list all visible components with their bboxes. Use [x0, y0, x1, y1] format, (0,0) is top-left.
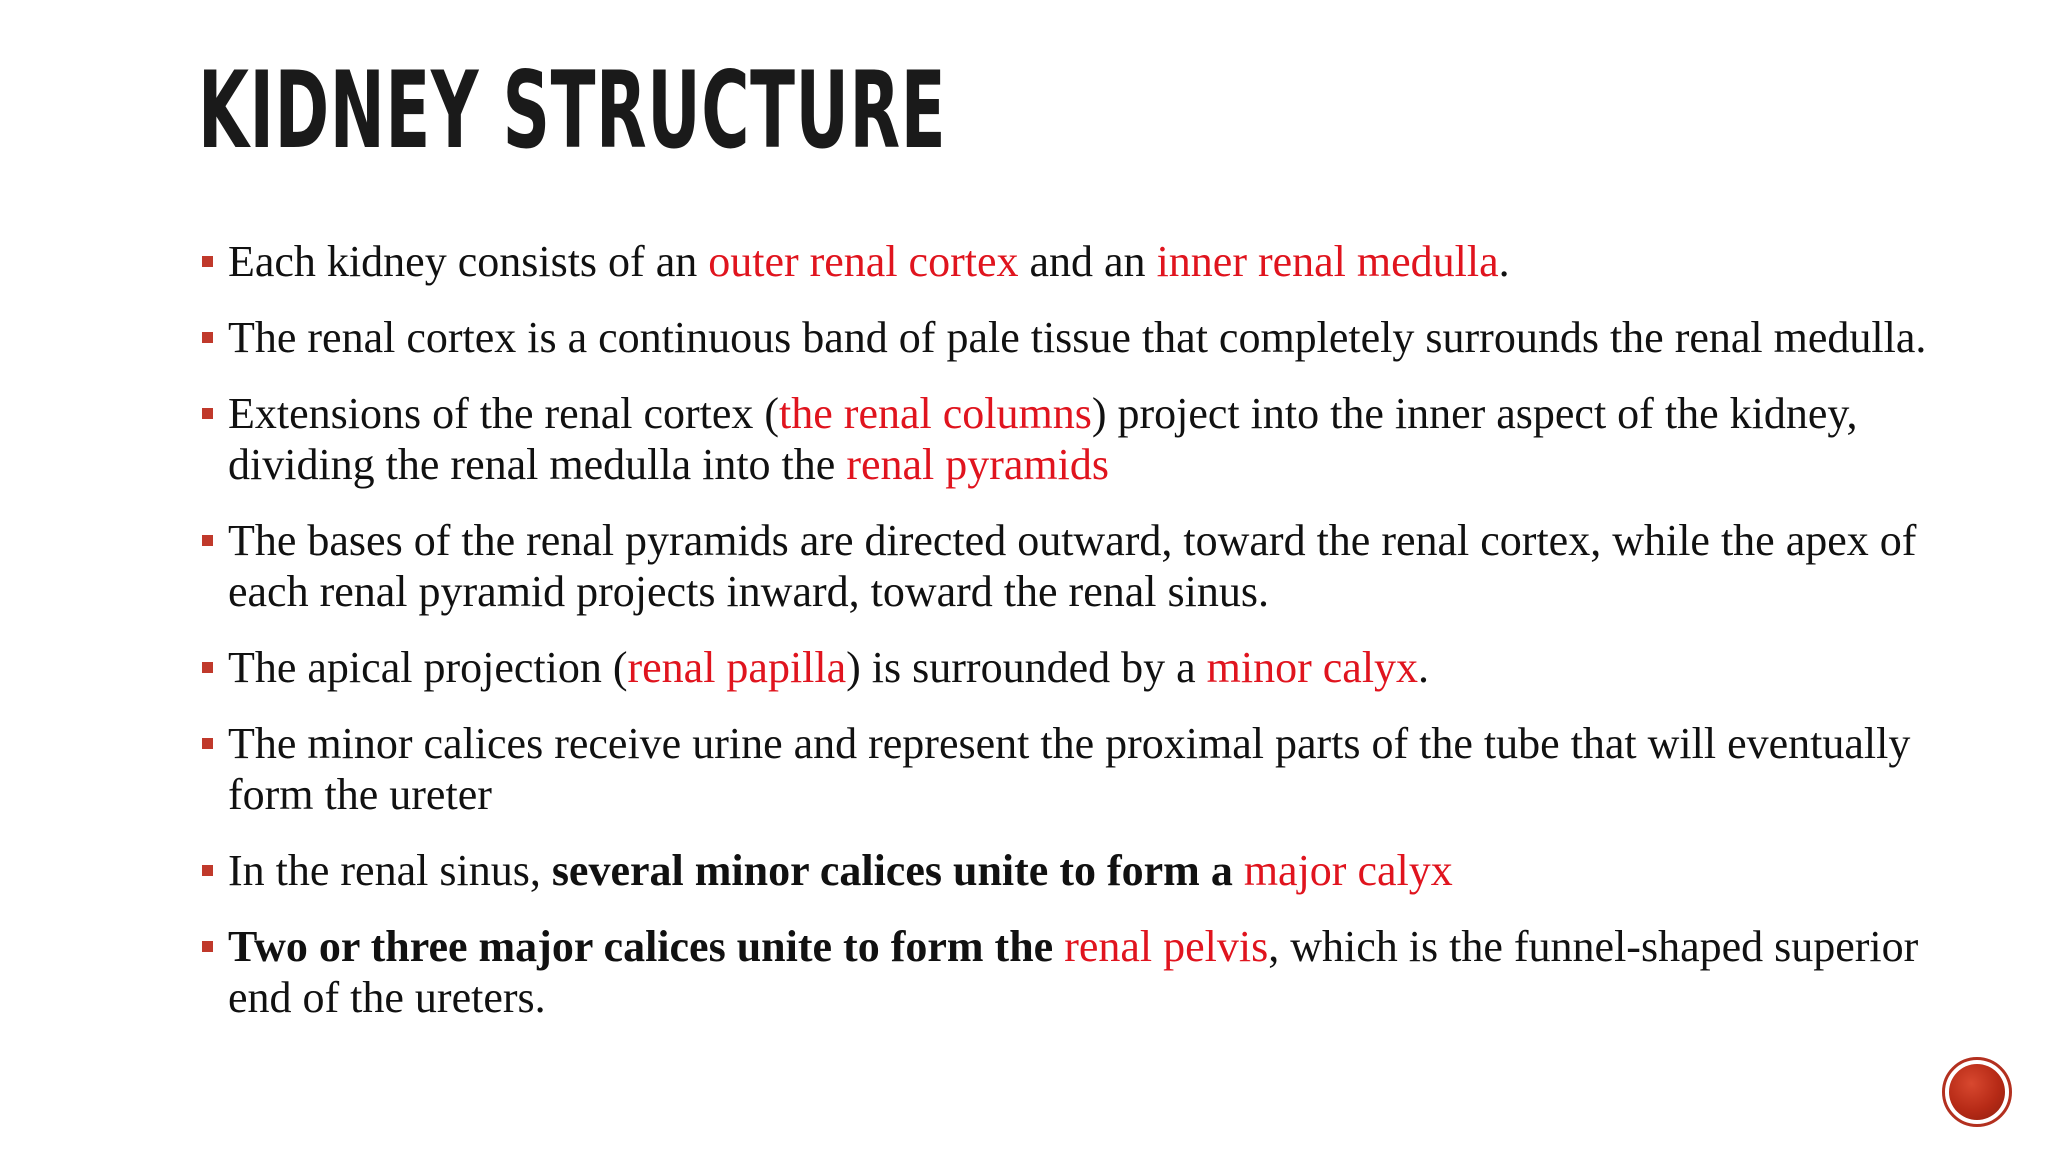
bullet-item: [198, 718, 1938, 820]
bold-text: several minor calices unite to form a: [551, 846, 1244, 895]
highlight-term: the renal columns: [779, 389, 1092, 438]
bullet-text: and an: [1018, 237, 1157, 286]
bullet-marker-icon: [202, 408, 213, 419]
bullet-item: [198, 642, 1938, 693]
bullet-item: [198, 388, 1938, 490]
circle-nav-icon: [1949, 1064, 2005, 1120]
bullet-text: , which is the funnel-shaped superior end of the ureters.: [228, 922, 1919, 1022]
bullet-item: [198, 515, 1938, 617]
bullet-marker-icon: [202, 941, 213, 952]
bullet-list: [198, 236, 1938, 1048]
bullet-text: ) is surrounded by a: [846, 643, 1207, 692]
highlight-term: major calyx: [1243, 846, 1453, 895]
bullet-text: .: [1418, 643, 1430, 692]
bullet-item: [198, 845, 1938, 896]
bullet-item: [198, 312, 1938, 363]
highlight-term: minor calyx: [1206, 643, 1419, 692]
bullet-text: In the renal sinus,: [228, 846, 552, 895]
bullet-text: Extensions of the renal cortex (: [228, 389, 780, 438]
bullet-text: The renal cortex is a continuous band of pale tissue that completely surrounds the renal medulla.: [228, 313, 1927, 362]
bullet-text: The apical projection (: [228, 643, 628, 692]
bullet-item: [198, 921, 1938, 1023]
bullet-marker-icon: [202, 535, 213, 546]
bullet-marker-icon: [202, 332, 213, 343]
bullet-item: [198, 236, 1938, 287]
bullet-text: Each kidney consists of an: [228, 237, 709, 286]
bold-text: Two or three major calices unite to form the: [228, 922, 1065, 971]
bullet-text: The bases of the renal pyramids are directed outward, toward the renal cortex, while the apex of each renal pyramid projects inward, toward the renal sinus.: [228, 516, 1917, 616]
highlight-term: renal papilla: [627, 643, 847, 692]
bullet-marker-icon: [202, 738, 213, 749]
bullet-text: .: [1498, 237, 1510, 286]
bullet-text: ) project into the inner aspect of the kidney, dividing the renal medulla into the: [228, 389, 1858, 489]
bullet-marker-icon: [202, 256, 213, 267]
highlight-term: outer renal cortex: [708, 237, 1019, 286]
bullet-marker-icon: [202, 865, 213, 876]
bullet-text: The minor calices receive urine and represent the proximal parts of the tube that will eventually form the ureter: [228, 719, 1911, 819]
highlight-term: renal pelvis: [1064, 922, 1269, 971]
slide-nav-button[interactable]: [1942, 1057, 2012, 1127]
bullet-marker-icon: [202, 662, 213, 673]
highlight-term: renal pyramids: [846, 440, 1110, 489]
highlight-term: inner renal medulla: [1156, 237, 1499, 286]
slide-title: KIDNEY STRUCTURE: [198, 49, 947, 172]
